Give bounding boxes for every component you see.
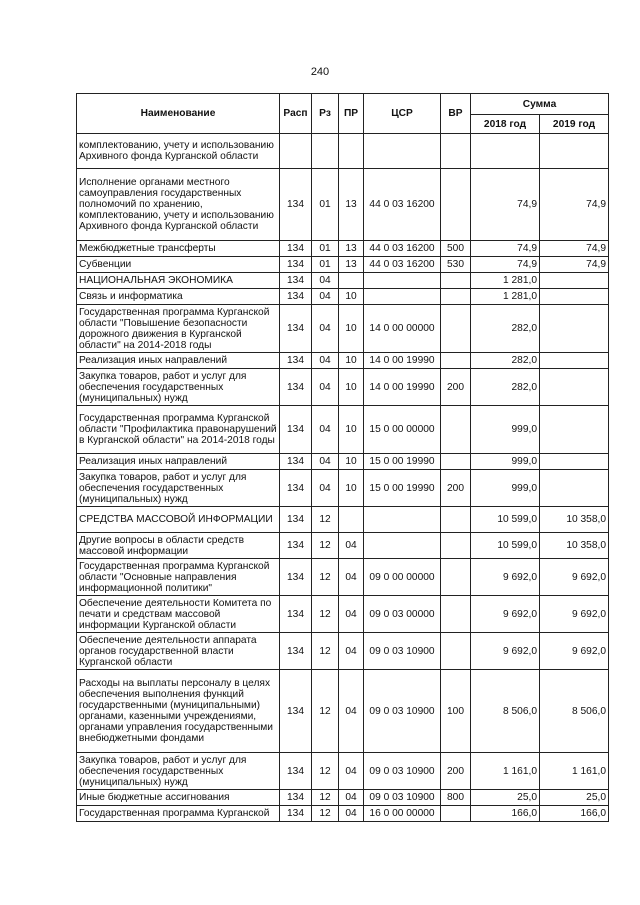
row-sum-2018: 1 281,0 [471, 273, 540, 289]
row-rasp: 134 [280, 353, 312, 369]
row-sum-2019 [540, 454, 609, 470]
row-vr: 200 [441, 753, 471, 790]
row-sum-2019 [540, 273, 609, 289]
row-sum-2019 [540, 305, 609, 353]
row-rz: 04 [312, 353, 339, 369]
row-rz: 12 [312, 533, 339, 559]
row-pr [339, 507, 364, 533]
table-body [77, 134, 609, 822]
row-csr: 14 0 00 19990 [364, 369, 441, 406]
table-row [77, 559, 609, 596]
row-name: Реализация иных направлений [77, 454, 280, 470]
row-csr: 15 0 00 19990 [364, 454, 441, 470]
row-csr: 09 0 00 00000 [364, 559, 441, 596]
row-sum-2018: 282,0 [471, 369, 540, 406]
row-pr: 10 [339, 406, 364, 454]
row-vr [441, 596, 471, 633]
row-csr: 44 0 03 16200 [364, 257, 441, 273]
row-rasp: 134 [280, 633, 312, 670]
row-vr [441, 305, 471, 353]
row-sum-2019: 166,0 [540, 806, 609, 822]
row-pr: 13 [339, 257, 364, 273]
row-name: Межбюджетные трансферты [77, 241, 280, 257]
row-rz: 12 [312, 559, 339, 596]
row-csr: 44 0 03 16200 [364, 169, 441, 241]
row-rasp: 134 [280, 533, 312, 559]
header-csr: ЦСР [364, 94, 441, 134]
row-sum-2019: 9 692,0 [540, 559, 609, 596]
row-rz: 12 [312, 507, 339, 533]
row-sum-2019 [540, 353, 609, 369]
row-sum-2019 [540, 289, 609, 305]
row-vr [441, 134, 471, 169]
row-sum-2019 [540, 369, 609, 406]
row-rasp: 134 [280, 753, 312, 790]
row-vr [441, 169, 471, 241]
row-pr [339, 273, 364, 289]
header-sum: Сумма [471, 94, 609, 115]
row-rz: 04 [312, 369, 339, 406]
row-rz: 01 [312, 241, 339, 257]
row-sum-2018: 74,9 [471, 241, 540, 257]
row-rasp: 134 [280, 806, 312, 822]
row-rasp: 134 [280, 273, 312, 289]
row-sum-2018: 999,0 [471, 454, 540, 470]
row-rasp: 134 [280, 470, 312, 507]
table-row [77, 369, 609, 406]
table-row [77, 790, 609, 806]
row-rz: 12 [312, 670, 339, 753]
row-sum-2019: 9 692,0 [540, 596, 609, 633]
row-pr: 04 [339, 670, 364, 753]
row-rasp: 134 [280, 305, 312, 353]
table-row [77, 273, 609, 289]
row-sum-2018: 74,9 [471, 257, 540, 273]
row-rz: 12 [312, 633, 339, 670]
table-row [77, 406, 609, 454]
row-name: Закупка товаров, работ и услуг для обеспечения государственных (муниципальных) нужд [77, 470, 280, 507]
row-name: Связь и информатика [77, 289, 280, 305]
row-pr: 04 [339, 596, 364, 633]
row-csr: 09 0 03 10900 [364, 753, 441, 790]
row-name: СРЕДСТВА МАССОВОЙ ИНФОРМАЦИИ [77, 507, 280, 533]
row-rz: 12 [312, 806, 339, 822]
row-sum-2018: 1 161,0 [471, 753, 540, 790]
row-rz [312, 134, 339, 169]
row-pr: 04 [339, 533, 364, 559]
row-name: Обеспечение деятельности аппарата органов государственной власти Курганской области [77, 633, 280, 670]
row-rz: 01 [312, 257, 339, 273]
table-row [77, 596, 609, 633]
row-sum-2018 [471, 134, 540, 169]
row-sum-2019 [540, 134, 609, 169]
table-row [77, 753, 609, 790]
row-rasp: 134 [280, 289, 312, 305]
row-csr: 09 0 03 10900 [364, 670, 441, 753]
row-csr: 15 0 00 19990 [364, 470, 441, 507]
header-row [77, 94, 609, 115]
row-pr: 04 [339, 753, 364, 790]
table-row [77, 670, 609, 753]
row-sum-2019 [540, 470, 609, 507]
row-rz: 04 [312, 406, 339, 454]
row-name: Реализация иных направлений [77, 353, 280, 369]
row-vr [441, 353, 471, 369]
row-sum-2019: 74,9 [540, 241, 609, 257]
row-sum-2018: 282,0 [471, 305, 540, 353]
row-sum-2018: 25,0 [471, 790, 540, 806]
table-row [77, 241, 609, 257]
row-vr [441, 806, 471, 822]
row-rasp: 134 [280, 169, 312, 241]
row-rasp: 134 [280, 790, 312, 806]
header-2019: 2019 год [540, 115, 609, 134]
table-row [77, 169, 609, 241]
row-rasp: 134 [280, 241, 312, 257]
row-vr: 800 [441, 790, 471, 806]
row-vr [441, 406, 471, 454]
row-sum-2018: 9 692,0 [471, 633, 540, 670]
row-sum-2018: 8 506,0 [471, 670, 540, 753]
row-name: Закупка товаров, работ и услуг для обеспечения государственных (муниципальных) нужд [77, 753, 280, 790]
row-pr: 10 [339, 305, 364, 353]
row-sum-2018: 9 692,0 [471, 596, 540, 633]
row-csr [364, 507, 441, 533]
row-pr: 04 [339, 633, 364, 670]
row-pr: 10 [339, 369, 364, 406]
row-rasp: 134 [280, 369, 312, 406]
row-vr [441, 454, 471, 470]
row-sum-2019: 74,9 [540, 169, 609, 241]
row-vr: 500 [441, 241, 471, 257]
row-pr: 04 [339, 806, 364, 822]
row-rasp: 134 [280, 596, 312, 633]
row-sum-2019: 9 692,0 [540, 633, 609, 670]
row-name: комплектованию, учету и использованию Архивного фонда Курганской области [77, 134, 280, 169]
row-csr: 09 0 03 00000 [364, 596, 441, 633]
row-csr [364, 134, 441, 169]
table-row [77, 507, 609, 533]
row-rz: 04 [312, 273, 339, 289]
row-sum-2018: 999,0 [471, 470, 540, 507]
row-name: НАЦИОНАЛЬНАЯ ЭКОНОМИКА [77, 273, 280, 289]
row-vr: 100 [441, 670, 471, 753]
row-vr [441, 273, 471, 289]
row-pr: 04 [339, 790, 364, 806]
header-name: Наименование [77, 94, 280, 134]
row-pr: 10 [339, 289, 364, 305]
row-sum-2018: 10 599,0 [471, 507, 540, 533]
row-name: Обеспечение деятельности Комитета по печати и средствам массовой информации Курганской области [77, 596, 280, 633]
row-rz: 04 [312, 470, 339, 507]
row-rz: 04 [312, 289, 339, 305]
row-rasp: 134 [280, 559, 312, 596]
row-rz: 12 [312, 596, 339, 633]
row-csr: 16 0 00 00000 [364, 806, 441, 822]
table-row [77, 454, 609, 470]
row-sum-2018: 10 599,0 [471, 533, 540, 559]
row-csr: 44 0 03 16200 [364, 241, 441, 257]
row-name: Субвенции [77, 257, 280, 273]
row-sum-2019: 1 161,0 [540, 753, 609, 790]
row-name: Расходы на выплаты персоналу в целях обеспечения выполнения функций государственными (муниципальными) органами, казенными учреждениями, органами управления государственными внебюджетными фондами [77, 670, 280, 753]
row-rz: 12 [312, 790, 339, 806]
row-sum-2018: 9 692,0 [471, 559, 540, 596]
row-name: Другие вопросы в области средств массовой информации [77, 533, 280, 559]
header-rz: Рз [312, 94, 339, 134]
table-row [77, 533, 609, 559]
table-row [77, 633, 609, 670]
row-sum-2018: 1 281,0 [471, 289, 540, 305]
page-number: 240 [310, 66, 330, 78]
table-row [77, 353, 609, 369]
row-pr: 10 [339, 454, 364, 470]
row-sum-2018: 166,0 [471, 806, 540, 822]
header-2018: 2018 год [471, 115, 540, 134]
table-row [77, 305, 609, 353]
row-name: Иные бюджетные ассигнования [77, 790, 280, 806]
row-csr: 09 0 03 10900 [364, 633, 441, 670]
table-row [77, 806, 609, 822]
row-sum-2018: 74,9 [471, 169, 540, 241]
header-vr: ВР [441, 94, 471, 134]
row-pr: 13 [339, 241, 364, 257]
row-pr: 04 [339, 559, 364, 596]
table-row [77, 134, 609, 169]
row-sum-2018: 999,0 [471, 406, 540, 454]
row-name: Государственная программа Курганской области "Профилактика правонарушений в Курганской области" на 2014-2018 годы [77, 406, 280, 454]
row-sum-2018: 282,0 [471, 353, 540, 369]
row-csr: 09 0 03 10900 [364, 790, 441, 806]
row-vr [441, 507, 471, 533]
header-pr: ПР [339, 94, 364, 134]
row-pr: 10 [339, 353, 364, 369]
row-rasp: 134 [280, 257, 312, 273]
row-rasp: 134 [280, 454, 312, 470]
row-rz: 04 [312, 454, 339, 470]
row-name: Государственная программа Курганской области "Повышение безопасности дорожного движения в Курганской области" на 2014-2018 годы [77, 305, 280, 353]
row-vr [441, 559, 471, 596]
row-sum-2019: 8 506,0 [540, 670, 609, 753]
row-name: Исполнение органами местного самоуправления государственных полномочий по хранению, комплектованию, учету и использованию Архивного фонда Курганской области [77, 169, 280, 241]
row-csr: 14 0 00 00000 [364, 305, 441, 353]
row-sum-2019: 10 358,0 [540, 507, 609, 533]
row-csr: 14 0 00 19990 [364, 353, 441, 369]
row-vr [441, 633, 471, 670]
row-pr [339, 134, 364, 169]
row-rasp: 134 [280, 507, 312, 533]
row-name: Государственная программа Курганской [77, 806, 280, 822]
row-pr: 10 [339, 470, 364, 507]
row-vr: 200 [441, 369, 471, 406]
row-sum-2019: 25,0 [540, 790, 609, 806]
row-rz: 01 [312, 169, 339, 241]
budget-table [76, 93, 609, 822]
row-rasp: 134 [280, 670, 312, 753]
table-row [77, 470, 609, 507]
row-rasp [280, 134, 312, 169]
row-name: Закупка товаров, работ и услуг для обеспечения государственных (муниципальных) нужд [77, 369, 280, 406]
row-csr: 15 0 00 00000 [364, 406, 441, 454]
row-csr [364, 289, 441, 305]
table-row [77, 257, 609, 273]
row-csr [364, 533, 441, 559]
row-vr: 200 [441, 470, 471, 507]
row-sum-2019: 74,9 [540, 257, 609, 273]
row-vr: 530 [441, 257, 471, 273]
row-name: Государственная программа Курганской области "Основные направления информационной политики" [77, 559, 280, 596]
row-vr [441, 289, 471, 305]
row-rz: 12 [312, 753, 339, 790]
row-rz: 04 [312, 305, 339, 353]
row-vr [441, 533, 471, 559]
header-rasp: Расп [280, 94, 312, 134]
row-sum-2019: 10 358,0 [540, 533, 609, 559]
row-pr: 13 [339, 169, 364, 241]
row-sum-2019 [540, 406, 609, 454]
table-row [77, 289, 609, 305]
row-rasp: 134 [280, 406, 312, 454]
row-csr [364, 273, 441, 289]
